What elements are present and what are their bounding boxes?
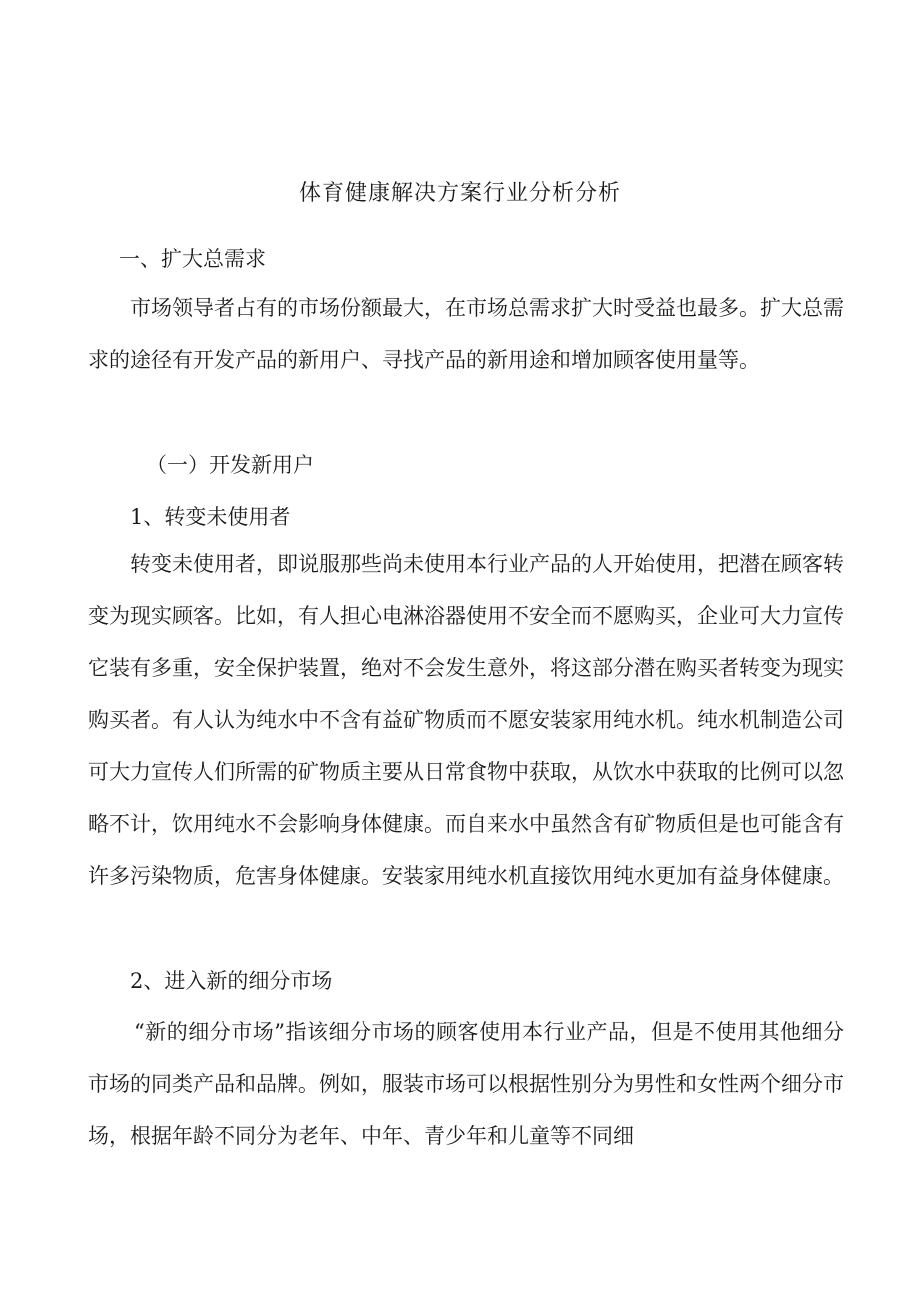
- paragraph-new-segments: “新的细分市场”指该细分市场的顾客使用本行业产品，但是不使用其他细分市场的同类产品和品牌。例如，服装市场可以根据性别分为男性和女性两个细分市场，根据年龄不同分为老年、中年、青少年和儿童等不同细: [88, 1020, 844, 1148]
- paragraph-convert-nonusers: 转变未使用者，即说服那些尚未使用本行业产品的人开始使用，把潜在顾客转变为现实顾客。比如，有人担心电淋浴器使用不安全而不愿购买，企业可大力宣传它装有多重，安全保护装置，绝对不会发生意外，将这部分潜在购买者转变为现实购买者。有人认为纯水中不含有益矿物质而不愿安装家用纯水机。纯水机制造公司可大力宣传人们所需的矿物质主要从日常食物中获取，从饮水中获取的比例可以忽略不计，饮用纯水不会影响身体健康。而自来水中虽然含有矿物质但是也可能含有许多污染物质，危害身体健康。安装家用纯水机直接饮用纯水更加有益身体健康。: [88, 552, 844, 888]
- paragraph-expand-demand: 市场领导者占有的市场份额最大，在市场总需求扩大时受益也最多。扩大总需求的途径有开发产品的新用户、寻找产品的新用途和增加顾客使用量等。: [88, 296, 844, 372]
- item-heading-new-segments: 2、进入新的细分市场: [130, 969, 333, 993]
- section-heading-expand-demand: 一、扩大总需求: [119, 247, 266, 271]
- document-title: 体育健康解决方案行业分析分析: [298, 181, 621, 206]
- item-heading-convert-nonusers: 1、转变未使用者: [130, 505, 291, 529]
- subsection-heading-new-users: （一）开发新用户: [146, 453, 314, 477]
